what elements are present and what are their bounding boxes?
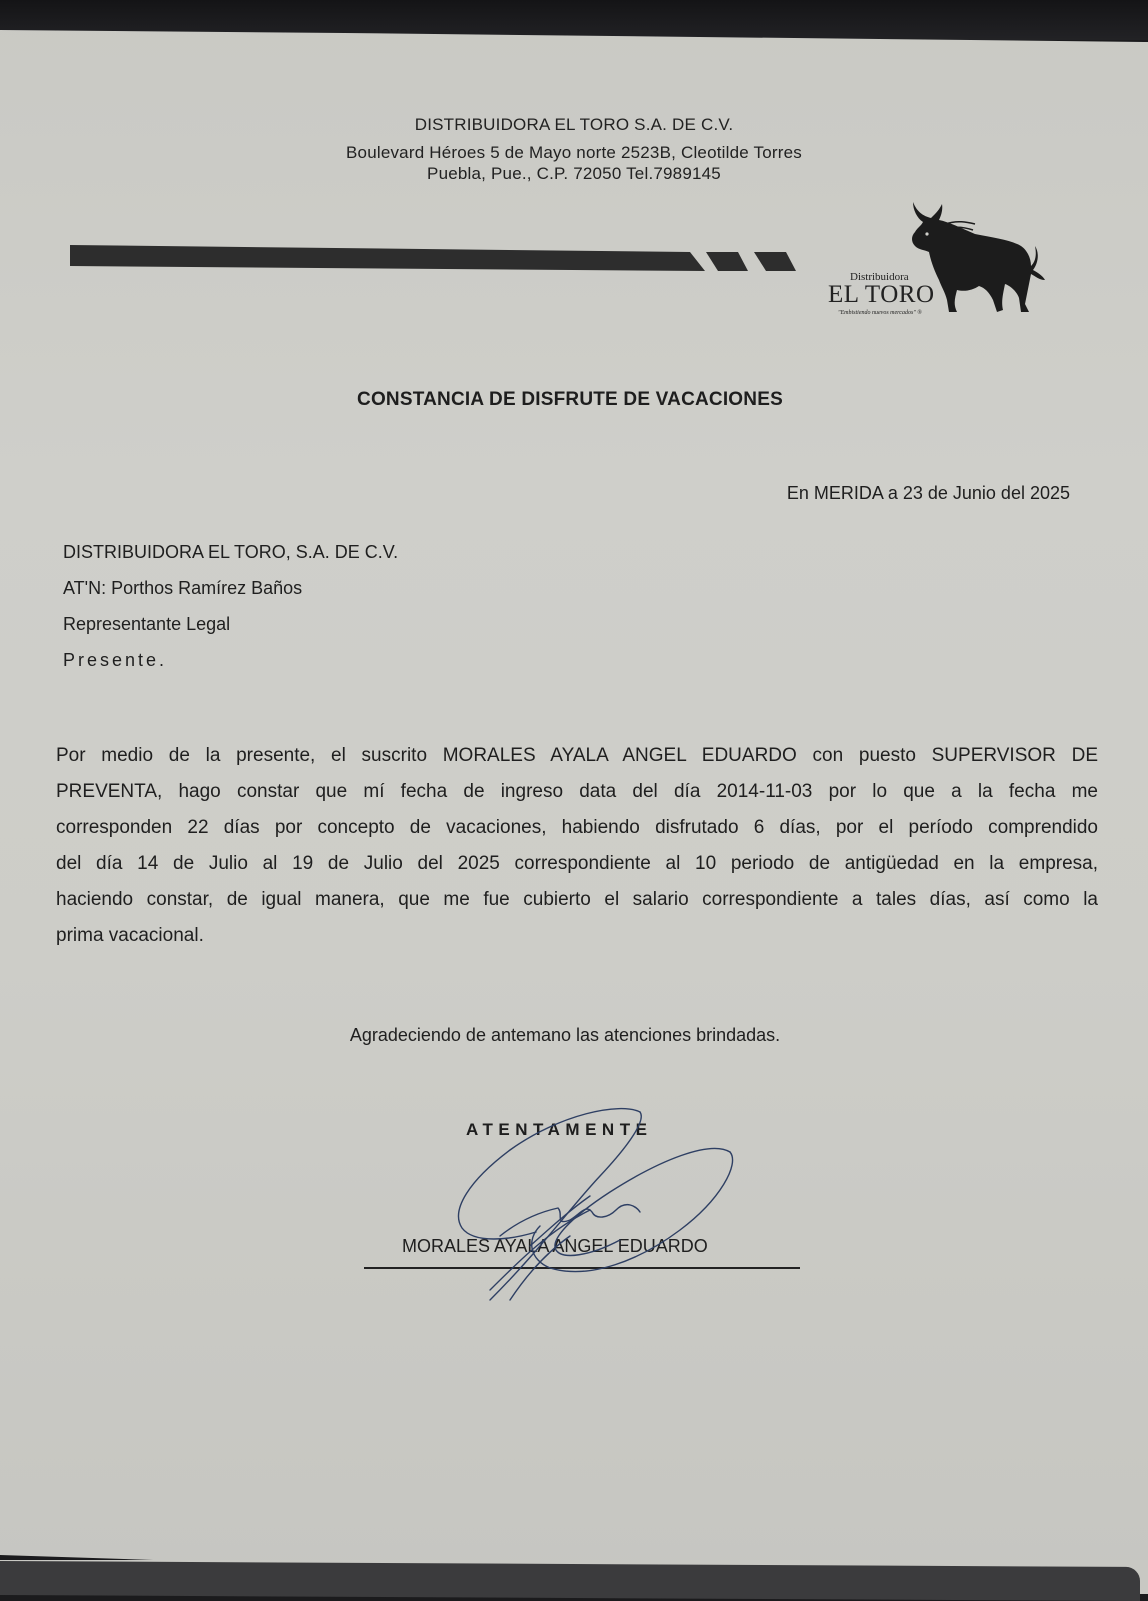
letterhead-address-line2: Puebla, Pue., C.P. 72050 Tel.7989145 xyxy=(427,164,721,183)
body-line: del día 14 de Julio al 19 de Julio del 2025 correspondiente al 10 periodo de antigüedad en la empresa, xyxy=(56,853,1098,874)
recipient-role: Representante Legal xyxy=(63,614,231,634)
body-paragraph xyxy=(56,738,1098,954)
logo-small-label: Distribuidora xyxy=(850,271,909,283)
document-title: CONSTANCIA DE DISFRUTE DE VACACIONES xyxy=(357,389,783,410)
recipient-company: DISTRIBUIDORA EL TORO, S.A. DE C.V. xyxy=(63,542,399,562)
background-bottom-edge xyxy=(0,1560,1148,1594)
logo-brand: EL TORO xyxy=(828,281,935,308)
letterhead-band xyxy=(70,244,810,276)
bottom-dark-strip xyxy=(0,1561,1140,1601)
bull-icon xyxy=(905,200,1045,320)
signoff: ATENTAMENTE xyxy=(466,1120,653,1139)
body-line: haciendo constar, de igual manera, que me fue cubierto el salario correspondiente a tales días, así como la xyxy=(56,889,1098,910)
closing-text: Agradeciendo de antemano las atenciones brindadas. xyxy=(349,1025,781,1045)
recipient-greeting: Presente. xyxy=(63,650,168,670)
body-line: prima vacacional. xyxy=(56,925,204,946)
recipient-attention: AT'N: Porthos Ramírez Baños xyxy=(63,578,303,598)
signer-name: MORALES AYALA ANGEL EDUARDO xyxy=(402,1236,708,1256)
body-line: corresponden 22 días por concepto de vacaciones, habiendo disfrutado 6 días, por el período comprendido xyxy=(56,817,1098,838)
band-stripe-3 xyxy=(754,252,796,271)
body-line: Por medio de la presente, el suscrito MORALES AYALA ANGEL EDUARDO con puesto SUPERVISOR DE xyxy=(56,745,1098,766)
handwritten-signature xyxy=(440,1100,760,1310)
body-line: PREVENTA, hago constar que mí fecha de ingreso data del día 2014-11-03 por lo que a la fecha me xyxy=(56,781,1098,802)
letterhead-company: DISTRIBUIDORA EL TORO S.A. DE C.V. xyxy=(414,115,734,134)
place-date: En MERIDA a 23 de Junio del 2025 xyxy=(786,483,1070,503)
band-stripe-2 xyxy=(706,252,748,271)
logo-slogan: "Embistiendo nuevos mercados" ® xyxy=(838,310,922,316)
band-long-stripe xyxy=(70,245,705,271)
letterhead-address-line1: Boulevard Héroes 5 de Mayo norte 2523B, Cleotilde Torres xyxy=(346,143,802,162)
